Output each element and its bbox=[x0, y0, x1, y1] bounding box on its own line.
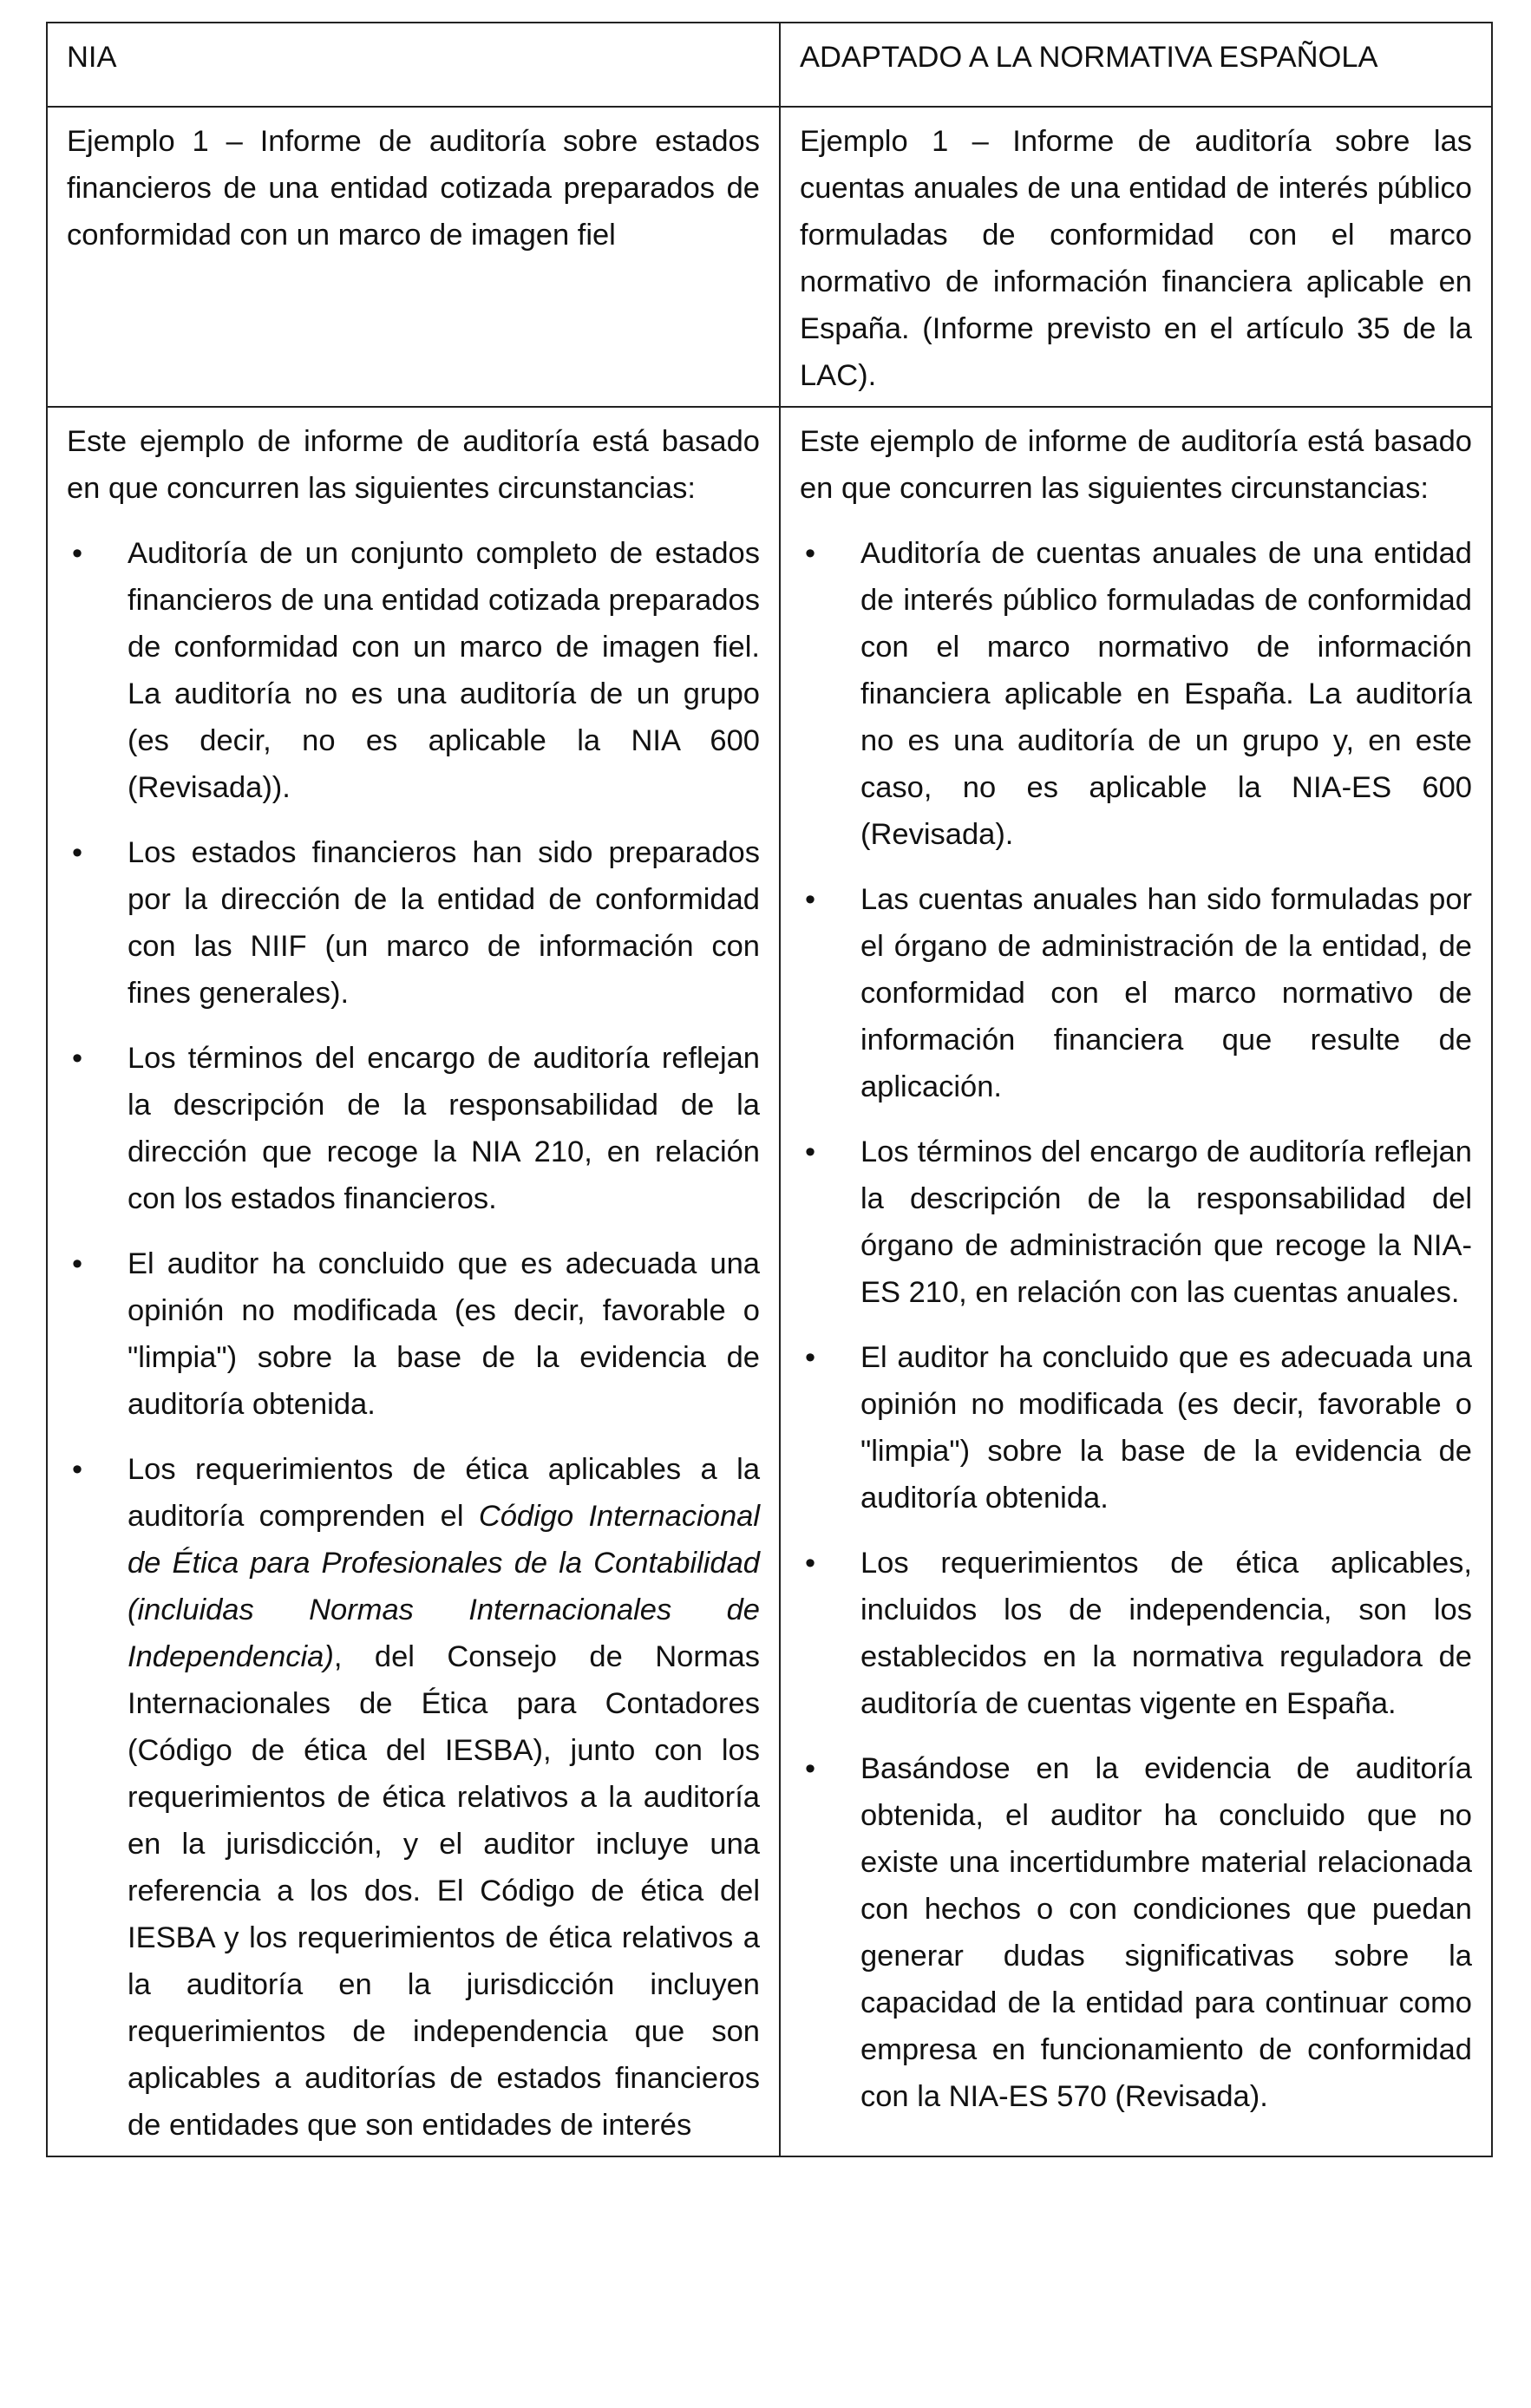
body-row bbox=[47, 407, 1492, 2156]
circumstances-list-left bbox=[67, 530, 760, 2149]
list-item bbox=[67, 530, 760, 811]
list-item-text: El auditor ha concluido que es adecuada una opinión no modificada (es decir, favorable o "limpia") sobre la base de la evidencia de auditoría obtenida. bbox=[860, 1341, 1472, 1515]
bullet-icon: • bbox=[71, 836, 83, 869]
example-title-left: Ejemplo 1 – Informe de auditoría sobre estados financieros de una entidad cotizada preparados de conformidad con un marco de imagen fiel bbox=[67, 125, 760, 252]
circumstances-list-right bbox=[800, 530, 1472, 2120]
body-cell-right bbox=[780, 407, 1492, 2156]
ethics-text-part2: , del Consejo de Normas Internacionales de Ética para Contadores (Código de ética del IESBA), junto con los requerimientos de ética relativos a la auditoría en la jurisdicción, y el auditor incluye una referencia a los dos. El Código de ética del IESBA y los requerimientos de ética relativos a la auditoría en la jurisdicción incluyen requerimientos de independencia que son aplicables a auditorías de estados financieros de entidades que son entidades de interés bbox=[128, 1640, 760, 2142]
header-right-label: ADAPTADO A LA NORMATIVA ESPAÑOLA bbox=[800, 41, 1378, 74]
header-cell-right bbox=[780, 23, 1492, 107]
bullet-icon: • bbox=[804, 1341, 816, 1374]
title-cell-left bbox=[47, 107, 780, 407]
list-item-text: Basándose en la evidencia de auditoría obtenida, el auditor ha concluido que no existe una incertidumbre material relacionada con hechos o con condiciones que puedan generar dudas significativas sobre la capacidad de la entidad para continuar como empresa en funcionamiento de conformidad con la NIA-ES 570 (Revisada). bbox=[860, 1752, 1472, 2113]
list-item-ethics bbox=[67, 1446, 760, 2149]
bullet-icon: • bbox=[71, 1042, 83, 1075]
list-item-text: Los requerimientos de ética aplicables, incluidos los de independencia, son los establecidos en la normativa reguladora de auditoría de cuentas vigente en España. bbox=[860, 1547, 1472, 1720]
intro-left: Este ejemplo de informe de auditoría está basado en que concurren las siguientes circunstancias: bbox=[67, 425, 760, 505]
comparison-table bbox=[46, 22, 1493, 2157]
list-item-text: Auditoría de cuentas anuales de una entidad de interés público formuladas de conformidad con el marco normativo de información financiera aplicable en España. La auditoría no es una auditoría de un grupo y, en este caso, no es aplicable la NIA-ES 600 (Revisada). bbox=[860, 537, 1472, 851]
list-item bbox=[67, 1035, 760, 1222]
title-row bbox=[47, 107, 1492, 407]
header-cell-left bbox=[47, 23, 780, 107]
list-item bbox=[800, 1334, 1472, 1521]
body-cell-left bbox=[47, 407, 780, 2156]
bullet-icon: • bbox=[71, 1247, 83, 1280]
list-item bbox=[800, 876, 1472, 1110]
bullet-icon: • bbox=[804, 883, 816, 916]
list-item-text: Los estados financieros han sido preparados por la dirección de la entidad de conformidad con las NIIF (un marco de información con fines generales). bbox=[128, 836, 760, 1010]
bullet-icon: • bbox=[804, 1752, 816, 1785]
list-item bbox=[67, 1240, 760, 1428]
intro-right: Este ejemplo de informe de auditoría está basado en que concurren las siguientes circunstancias: bbox=[800, 425, 1472, 505]
list-item bbox=[800, 530, 1472, 858]
header-left-label: NIA bbox=[67, 41, 117, 74]
list-item-text: Las cuentas anuales han sido formuladas por el órgano de administración de la entidad, de conformidad con el marco normativo de información financiera que resulte de aplicación. bbox=[860, 883, 1472, 1103]
bullet-icon: • bbox=[71, 537, 83, 570]
list-item bbox=[67, 829, 760, 1017]
list-item bbox=[800, 1745, 1472, 2120]
example-title-right: Ejemplo 1 – Informe de auditoría sobre las cuentas anuales de una entidad de interés público formuladas de conformidad con el marco normativo de información financiera aplicable en España. (Informe previsto en el artículo 35 de la LAC). bbox=[800, 125, 1472, 392]
header-row bbox=[47, 23, 1492, 107]
bullet-icon: • bbox=[804, 537, 816, 570]
list-item bbox=[800, 1129, 1472, 1316]
list-item-text: El auditor ha concluido que es adecuada una opinión no modificada (es decir, favorable o "limpia") sobre la base de la evidencia de auditoría obtenida. bbox=[128, 1247, 760, 1421]
iesba-code-title: Código Internacional de Ética para Profesionales de la Contabilidad (incluidas Normas Internacionales de Independencia) bbox=[128, 1500, 760, 1673]
bullet-icon: • bbox=[804, 1547, 816, 1580]
bullet-icon: • bbox=[804, 1135, 816, 1168]
bullet-icon: • bbox=[71, 1453, 83, 1486]
list-item-text: Los términos del encargo de auditoría reflejan la descripción de la responsabilidad del órgano de administración que recoge la NIA-ES 210, en relación con las cuentas anuales. bbox=[860, 1135, 1472, 1309]
list-item-text: Los términos del encargo de auditoría reflejan la descripción de la responsabilidad de la dirección que recoge la NIA 210, en relación con los estados financieros. bbox=[128, 1042, 760, 1215]
ethics-text-part1: Los requerimientos de ética aplicables a la auditoría comprenden el bbox=[128, 1453, 760, 1533]
title-cell-right bbox=[780, 107, 1492, 407]
list-item-text: Auditoría de un conjunto completo de estados financieros de una entidad cotizada preparados de conformidad con un marco de imagen fiel. La auditoría no es una auditoría de un grupo (es decir, no es aplicable la NIA 600 (Revisada)). bbox=[128, 537, 760, 804]
list-item bbox=[800, 1540, 1472, 1727]
